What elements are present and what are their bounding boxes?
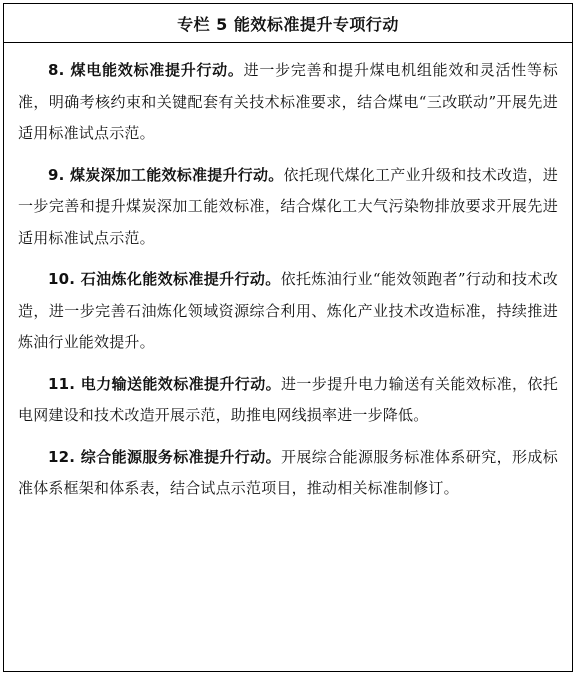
action-item-body: 依托现代煤化工产业升级和技术改造，进一步完善和提升煤炭深加工能效标准，结合煤化工大气污染物排放要求开展先进适用标准试点示范。 [18,165,558,247]
action-item-heading: 11. 电力输送能效标准提升行动。 [48,374,281,393]
action-item-12 [18,442,558,505]
action-item-heading: 8. 煤电能效标准提升行动。 [48,61,244,79]
action-item-body: 进一步完善和提升煤电机组能效和灵活性等标准，明确考核约束和关键配套有关技术标准要求，结合煤电“三改联动”开展先进适用标准试点示范。 [18,61,558,142]
special-column-box [3,3,573,672]
action-item-body: 开展综合能源服务标准体系研究，形成标准体系框架和体系表，结合试点示范项目，推动相关标准制修订。 [18,447,558,497]
action-item-8 [18,55,558,150]
action-item-heading: 9. 煤炭深加工能效标准提升行动。 [48,165,284,184]
box-content [4,43,572,523]
action-item-heading: 10. 石油炼化能效标准提升行动。 [48,270,281,288]
action-item-11 [18,369,558,432]
box-title: 专栏 5 能效标准提升专项行动 [4,4,572,43]
action-item-body: 进一步提升电力输送有关能效标准，依托电网建设和技术改造开展示范，助推电网线损率进一步降低。 [18,374,558,424]
action-item-body: 依托炼油行业“能效领跑者”行动和技术改造，进一步完善石油炼化领域资源综合利用、炼化产业技术改造标准，持续推进炼油行业能效提升。 [18,270,558,351]
action-item-9 [18,160,558,255]
action-item-10 [18,264,558,359]
action-item-heading: 12. 综合能源服务标准提升行动。 [48,447,281,466]
